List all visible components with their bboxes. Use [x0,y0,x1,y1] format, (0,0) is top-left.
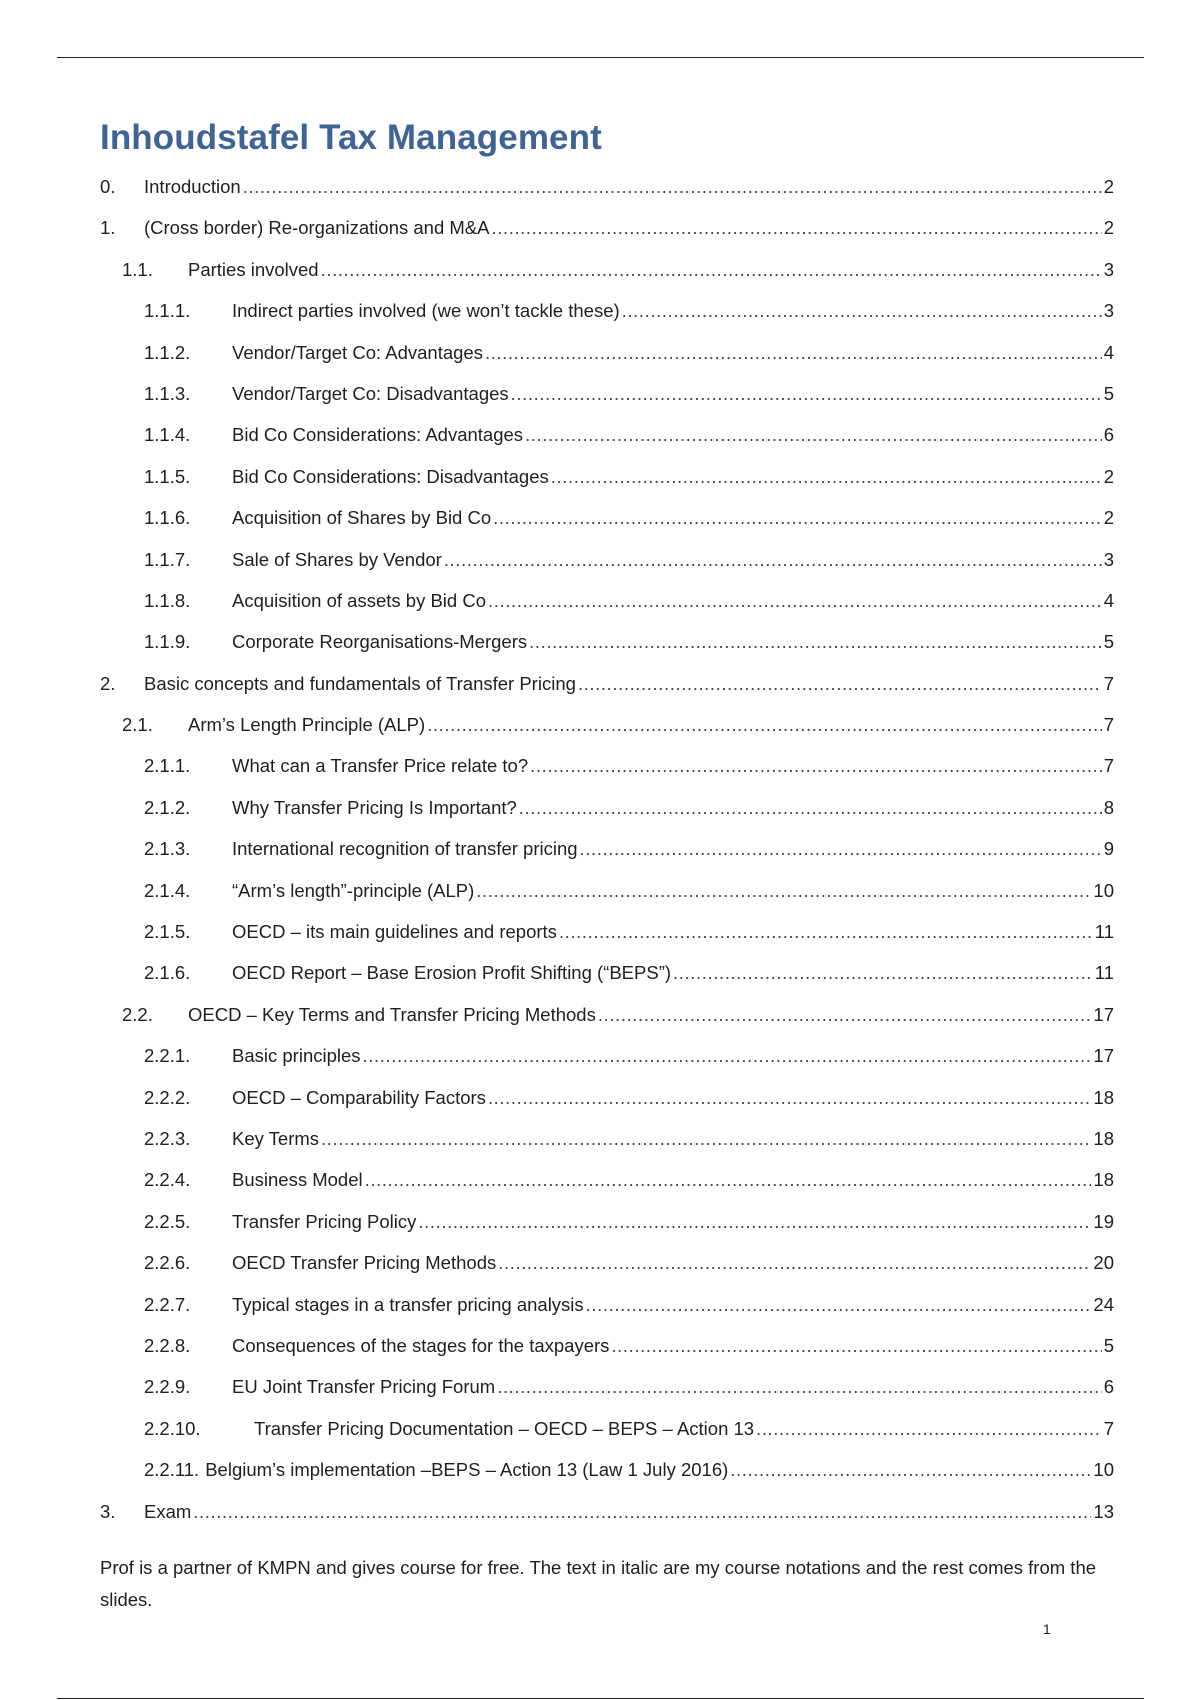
toc-entry[interactable] [100,828,1114,869]
toc-entry-number: 1. [100,217,116,239]
toc-entry-page: 24 [1093,1293,1114,1315]
toc-entry-title: OECD Transfer Pricing Methods [232,1252,497,1274]
toc-dot-leader [498,1242,1091,1283]
toc-entry-title: Acquisition of Shares by Bid Co [232,507,492,529]
toc-entry[interactable] [100,1284,1114,1325]
toc-entry-number: 2.2.8. [144,1334,191,1356]
toc-entry-number: 2.1.6. [144,962,191,984]
toc-title: Inhoudstafel Tax Management [100,118,602,157]
toc-entry-page: 7 [1103,672,1114,694]
toc-entry-title: Indirect parties involved (we won’t tackle these) [232,300,620,322]
toc-entry[interactable] [100,1325,1114,1366]
toc-entry-number: 2.2.5. [144,1210,191,1232]
toc-entry-number: 1.1.2. [144,341,191,363]
toc-entry-title: Basic principles [232,1045,361,1067]
toc-entry-page: 8 [1103,796,1114,818]
toc-entry-page: 5 [1103,1334,1114,1356]
toc-entry-title: Introduction [144,176,241,197]
toc-entry[interactable] [100,166,1114,207]
table-of-contents [100,166,1114,1532]
toc-entry-page: 4 [1103,589,1114,611]
toc-entry[interactable] [100,290,1114,331]
toc-dot-leader [485,332,1102,373]
toc-entry-number: 1.1.8. [144,589,191,611]
toc-entry-page: 10 [1093,1459,1114,1481]
toc-dot-leader [476,870,1091,911]
toc-dot-leader [497,1366,1102,1407]
toc-entry-title: OECD Report – Base Erosion Profit Shifting (“BEPS”) [232,962,672,984]
toc-entry-page: 11 [1094,921,1114,943]
toc-dot-leader [321,1118,1091,1159]
toc-entry-page: 19 [1093,1210,1114,1232]
toc-entry-page: 20 [1093,1252,1114,1274]
toc-entry-title: Parties involved [188,258,319,280]
toc-entry-number: 2.1.5. [144,921,191,943]
toc-dot-leader [427,704,1102,745]
top-rule [57,57,1144,58]
toc-entry[interactable] [100,1408,1114,1449]
toc-entry-page: 18 [1093,1086,1114,1108]
toc-entry-title: (Cross border) Re-organizations and M&A [144,217,490,239]
toc-entry[interactable] [100,456,1114,497]
toc-entry[interactable] [100,621,1114,662]
toc-entry-title: Bid Co Considerations: Disadvantages [232,465,549,487]
toc-entry-title: Basic concepts and fundamentals of Transfer Pricing [144,672,576,694]
toc-entry[interactable] [100,1491,1114,1532]
toc-entry-number: 2.2.6. [144,1252,191,1274]
toc-dot-leader [488,1077,1091,1118]
toc-dot-leader [580,828,1102,869]
toc-dot-leader [491,207,1101,248]
toc-dot-leader [488,580,1102,621]
toc-entry-number: 2.1.4. [144,879,191,901]
toc-entry-title: EU Joint Transfer Pricing Forum [232,1376,496,1398]
toc-entry[interactable] [100,1201,1114,1242]
toc-entry[interactable] [100,1449,1114,1490]
toc-dot-leader [611,1325,1101,1366]
toc-entry-title: International recognition of transfer pricing [232,838,578,860]
toc-entry-page: 7 [1103,1417,1114,1439]
toc-entry-number: 2.2.11. [144,1459,200,1481]
toc-entry-title: Key Terms [232,1127,320,1149]
toc-page [100,110,1114,1532]
toc-dot-leader [586,1284,1092,1325]
toc-entry-title: Exam [144,1500,192,1522]
toc-entry[interactable] [100,332,1114,373]
toc-dot-leader [243,166,1102,207]
toc-entry-page: 7 [1103,755,1114,777]
toc-entry[interactable] [100,207,1114,248]
toc-entry-page: 3 [1103,258,1114,280]
toc-entry-title: Transfer Pricing Documentation – OECD – BEPS – Action 13 [254,1417,755,1439]
toc-entry[interactable] [100,373,1114,414]
course-note: Prof is a partner of KMPN and gives course for free. The text in italic are my course notations and the rest comes from the slides. [100,1557,1097,1610]
toc-dot-leader [493,497,1102,538]
toc-entry-page: 5 [1103,382,1114,404]
toc-entry-title: Arm’s Length Principle (ALP) [188,714,426,736]
toc-entry-title: Belgium’s implementation –BEPS – Action 13 (Law 1 July 2016) [205,1459,729,1481]
toc-dot-leader [622,290,1102,331]
toc-entry[interactable] [100,497,1114,538]
toc-entry-title: Vendor/Target Co: Advantages [232,341,483,363]
toc-entry-number: 1.1.6. [144,507,191,529]
toc-entry[interactable] [100,745,1114,786]
toc-entry-page: 6 [1103,1376,1114,1398]
toc-entry-title: Sale of Shares by Vendor [232,548,442,570]
bottom-rule [57,1698,1144,1699]
toc-entry[interactable] [100,539,1114,580]
toc-dot-leader [365,1159,1092,1200]
toc-entry-page: 17 [1093,1045,1114,1067]
toc-entry[interactable] [100,870,1114,911]
toc-entry-number: 2. [100,672,116,694]
toc-entry-title: Business Model [232,1169,363,1191]
toc-entry-title: Transfer Pricing Policy [232,1210,417,1232]
toc-entry-number: 2.1.1. [144,755,191,777]
toc-entry-number: 2.2.4. [144,1169,191,1191]
toc-entry-page: 3 [1103,300,1114,322]
toc-entry-number: 1.1. [122,258,153,280]
toc-entry-page: 18 [1093,1127,1114,1149]
toc-entry[interactable] [100,1159,1114,1200]
toc-entry-page: 9 [1103,838,1114,860]
toc-entry-number: 1.1.7. [144,548,191,570]
toc-dot-leader [578,663,1102,704]
toc-entry-number: 2.2.7. [144,1293,191,1315]
toc-entry-page: 5 [1103,631,1114,653]
toc-entry-number: 2.1.3. [144,838,191,860]
toc-entry-title: Why Transfer Pricing Is Important? [232,796,517,818]
page-number: 1 [1043,1621,1051,1637]
toc-entry-number: 1.1.4. [144,424,191,446]
toc-entry-page: 3 [1103,548,1114,570]
toc-entry-number: 1.1.9. [144,631,191,653]
toc-entry-page: 18 [1093,1169,1114,1191]
toc-entry[interactable] [100,414,1114,455]
toc-entry[interactable] [100,249,1114,290]
toc-dot-leader [730,1449,1091,1490]
toc-entry-title: Typical stages in a transfer pricing analysis [232,1293,584,1315]
toc-entry[interactable] [100,1118,1114,1159]
toc-entry-number: 2.1. [122,714,153,736]
toc-entry[interactable] [100,952,1114,993]
toc-entry[interactable] [100,580,1114,621]
toc-entry[interactable] [100,663,1114,704]
toc-entry-number: 1.1.5. [144,465,191,487]
toc-entry-page: 2 [1103,217,1114,239]
toc-dot-leader [321,249,1102,290]
toc-dot-leader [444,539,1102,580]
toc-entry-title: Corporate Reorganisations-Mergers [232,631,528,653]
toc-dot-leader [673,952,1093,993]
toc-dot-leader [519,787,1102,828]
toc-entry-title: OECD – Key Terms and Transfer Pricing Methods [188,1003,596,1025]
toc-entry-number: 2.2.2. [144,1086,191,1108]
toc-dot-leader [193,1491,1091,1532]
toc-dot-leader [756,1408,1102,1449]
toc-entry-page: 2 [1103,176,1114,197]
toc-entry-number: 1.1.3. [144,382,191,404]
toc-entry-number: 2.1.2. [144,796,191,818]
toc-entry-page: 7 [1103,714,1114,736]
toc-entry-page: 10 [1093,879,1114,901]
toc-entry-number: 1.1.1. [144,300,191,322]
toc-entry[interactable] [100,1035,1114,1076]
toc-entry-title: OECD – its main guidelines and reports [232,921,557,943]
toc-entry-title: What can a Transfer Price relate to? [232,755,529,777]
toc-entry-title: Vendor/Target Co: Disadvantages [232,382,509,404]
toc-entry[interactable] [100,787,1114,828]
toc-dot-leader [551,456,1102,497]
toc-dot-leader [529,621,1102,662]
toc-entry-title: OECD – Comparability Factors [232,1086,486,1108]
toc-entry-number: 2.2.10. [144,1417,201,1439]
toc-dot-leader [559,911,1093,952]
toc-entry-number: 2.2. [122,1003,153,1025]
toc-entry-number: 3. [100,1500,116,1522]
toc-entry-page: 11 [1094,962,1114,984]
toc-dot-leader [525,414,1102,455]
toc-entry-page: 13 [1093,1500,1114,1522]
toc-entry[interactable] [100,1077,1114,1118]
toc-entry-number: 2.2.3. [144,1127,191,1149]
toc-dot-leader [530,745,1102,786]
toc-entry[interactable] [100,704,1114,745]
toc-entry-page: 2 [1103,507,1114,529]
toc-entry-page: 2 [1103,465,1114,487]
toc-entry-page: 4 [1103,341,1114,363]
toc-entry[interactable] [100,1366,1114,1407]
toc-entry-title: Acquisition of assets by Bid Co [232,589,486,611]
toc-entry-number: 2.2.9. [144,1376,191,1398]
toc-entry[interactable] [100,994,1114,1035]
toc-dot-leader [418,1201,1091,1242]
toc-entry[interactable] [100,1242,1114,1283]
toc-dot-leader [511,373,1102,414]
toc-entry-title: “Arm’s length”-principle (ALP) [232,879,475,901]
toc-entry-number: 2.2.1. [144,1045,191,1067]
toc-entry-title: Bid Co Considerations: Advantages [232,424,524,446]
toc-dot-leader [363,1035,1092,1076]
toc-entry-page: 6 [1103,424,1114,446]
toc-entry-page: 17 [1093,1003,1114,1025]
toc-entry-title: Consequences of the stages for the taxpayers [232,1334,610,1356]
toc-dot-leader [598,994,1092,1035]
toc-entry-number: 0. [100,176,116,197]
toc-entry[interactable] [100,911,1114,952]
